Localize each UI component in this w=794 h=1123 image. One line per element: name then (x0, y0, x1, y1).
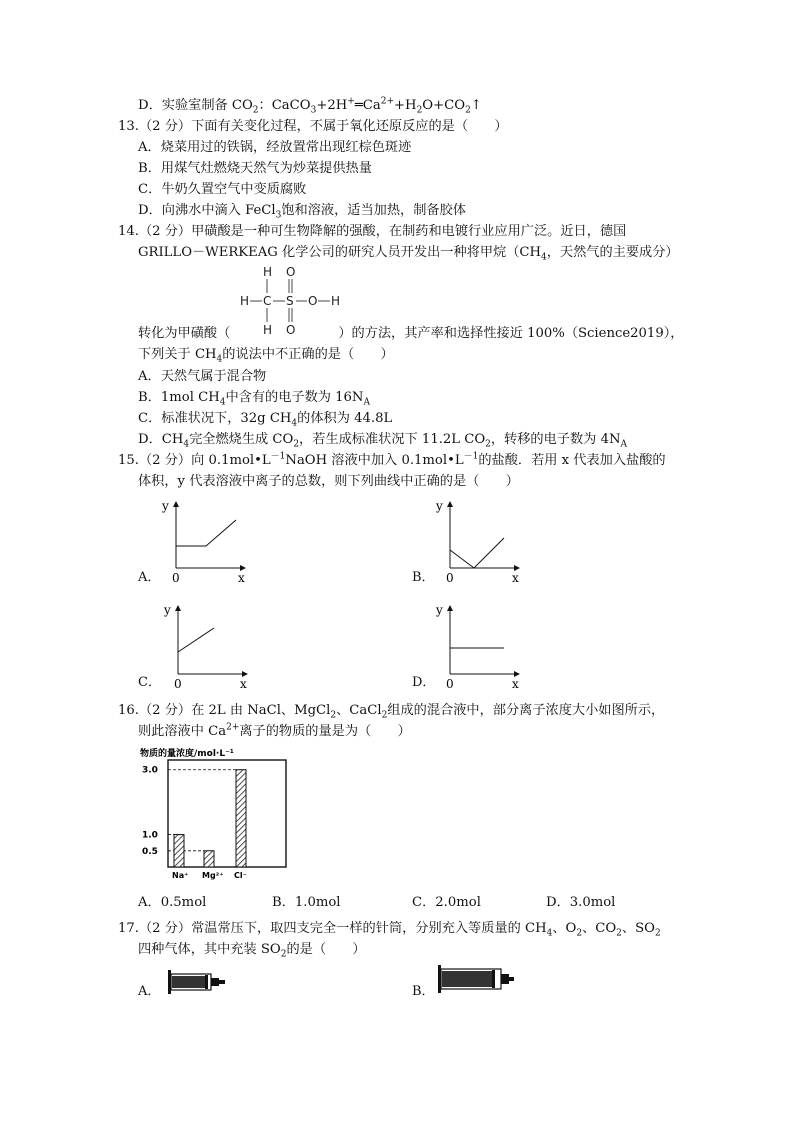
q14-option-c: C．标准状况下，32g $CH_4$的体积为 44.8L (138, 411, 393, 429)
q13-option-a: A．烧菜用过的铁锅，经放置常出现红棕色斑迹 (138, 140, 412, 155)
q15-graph-c-option: C． (138, 675, 161, 690)
q12-option-d: D．实验室制备 $CO_2$：$CaCO_3+2H^+═Ca^{2+}+H_2O+CO_2↑$ (138, 96, 482, 116)
y-tick-label: 3.0 (142, 765, 158, 776)
graph-b-origin: 0 (446, 571, 454, 585)
q13-option-c: C．牛奶久置空气中变质腐败 (138, 182, 307, 197)
graph-d-origin: 0 (446, 677, 454, 691)
q15-graph-c (162, 600, 252, 690)
q14-option-a: A．天然气属于混合物 (138, 369, 267, 384)
struct-h-top: H (263, 265, 273, 279)
q15-graph-b (434, 496, 524, 584)
q13-option-b: B．用煤气灶燃烧天然气为炒菜提供热量 (138, 161, 372, 176)
q15-graph-d (434, 600, 524, 690)
graph-c-origin: 0 (174, 677, 182, 691)
q15-stem-line1: 15.（2 分）向 $0.1mol•L^{-1}NaOH$ 溶液中加入 $0.1mol•L^{-1}$的盐酸．若用 x 代表加入盐酸的 (118, 451, 666, 468)
graph-d-y-label: y (436, 603, 443, 617)
graph-a-x-label: x (238, 571, 245, 585)
bar (236, 770, 246, 867)
struct-h-left: H (240, 294, 250, 308)
graph-d-x-label: x (512, 677, 519, 691)
q17-option-a: A． (138, 984, 161, 999)
q16-option-b: B．1.0mol (272, 895, 341, 910)
graph-b-x-label: x (512, 571, 519, 585)
chart-title: 物质的量浓度/mol·L⁻¹ (140, 749, 234, 759)
graph-c-y-label: y (164, 603, 171, 617)
syringe-a (166, 968, 230, 998)
q16-stem-line1: 16.（2 分）在 2L 由 NaCl、MgCl$_2$、CaCl$_2$组成的混合液中，部分离子浓度大小如图所示， (118, 703, 665, 721)
q13-stem: 13.（2 分）下面有关变化过程，不属于氧化还原反应的是（ ） (118, 119, 508, 134)
struct-o-bottom: O (286, 323, 296, 337)
struct-s: S (286, 294, 294, 308)
y-tick-label: 0.5 (142, 846, 158, 857)
q16-option-c: C．2.0mol (412, 895, 481, 910)
q15-stem-line2: 体积，y 代表溶液中离子的总数，则下列曲线中正确的是（ ） (138, 474, 519, 489)
q15-graph-a (160, 496, 250, 584)
struct-h-bottom: H (263, 323, 273, 337)
q13-option-d: D．向沸水中滴入 FeCl$_3$饱和溶液，适当加热，制备胶体 (138, 203, 466, 221)
ion-concentration-chart (138, 744, 288, 884)
struct-h-right: H (331, 294, 341, 308)
category-label: Cl⁻ (234, 871, 247, 880)
q17-stem-line1: 17.（2 分）常温常压下，取四支完全一样的针筒，分别充入等质量的 $CH_4$、$O_2$、$CO_2$、$SO_2$ (118, 921, 661, 939)
bar (174, 835, 184, 867)
graph-c-x-label: x (240, 677, 247, 691)
q17-option-b: B． (412, 984, 435, 999)
q14-stem-line4: 下列关于 $CH_4$的说法中不正确的是（ ） (138, 347, 394, 365)
graph-a-y-label: y (162, 499, 169, 513)
q14-option-d: D．$CH_4$完全燃烧生成 $CO_2$，若生成标准状况下 11.2L $CO_2$，转移的电子数为 $4N_A$ (138, 432, 627, 450)
syringe-b (436, 963, 516, 997)
q14-stem-line2: GRILLO－WERKEAG 化学公司的研究人员开发出一种将甲烷（$CH_4$，天然气的主要成分） (138, 245, 679, 263)
q16-stem-line2: 则此溶液中 $Ca^{2+}$离子的物质的量是为（ ） (138, 722, 411, 739)
q16-option-a: A．0.5mol (138, 895, 207, 910)
struct-o-right: O (308, 294, 318, 308)
q15-graph-d-option: D． (412, 675, 436, 690)
q16-option-d: D．3.0mol (546, 895, 616, 910)
q15-graph-b-option: B． (412, 570, 435, 585)
q17-stem-line2: 四种气体，其中充装 $SO_2$的是（ ） (138, 942, 366, 960)
q14-stem-line3: 转化为甲磺酸（ ）的方法，其产率和选择性接近 100%（Science2019）， (138, 326, 684, 341)
y-tick-label: 1.0 (142, 830, 158, 841)
category-label: Na⁺ (172, 871, 189, 880)
struct-c: C (263, 294, 272, 308)
category-label: Mg²⁺ (202, 871, 224, 880)
q14-stem-line1: 14.（2 分）甲磺酸是一种可生物降解的强酸，在制药和电镀行业应用广泛。近日，德国 (118, 224, 627, 239)
q14-option-b: B．1mol $CH_4$中含有的电子数为 $16N_A$ (138, 390, 370, 408)
graph-b-y-label: y (436, 499, 443, 513)
struct-o-top: O (286, 265, 296, 279)
graph-a-origin: 0 (172, 571, 180, 585)
bar (204, 851, 214, 867)
q15-graph-a-option: A． (138, 570, 161, 585)
